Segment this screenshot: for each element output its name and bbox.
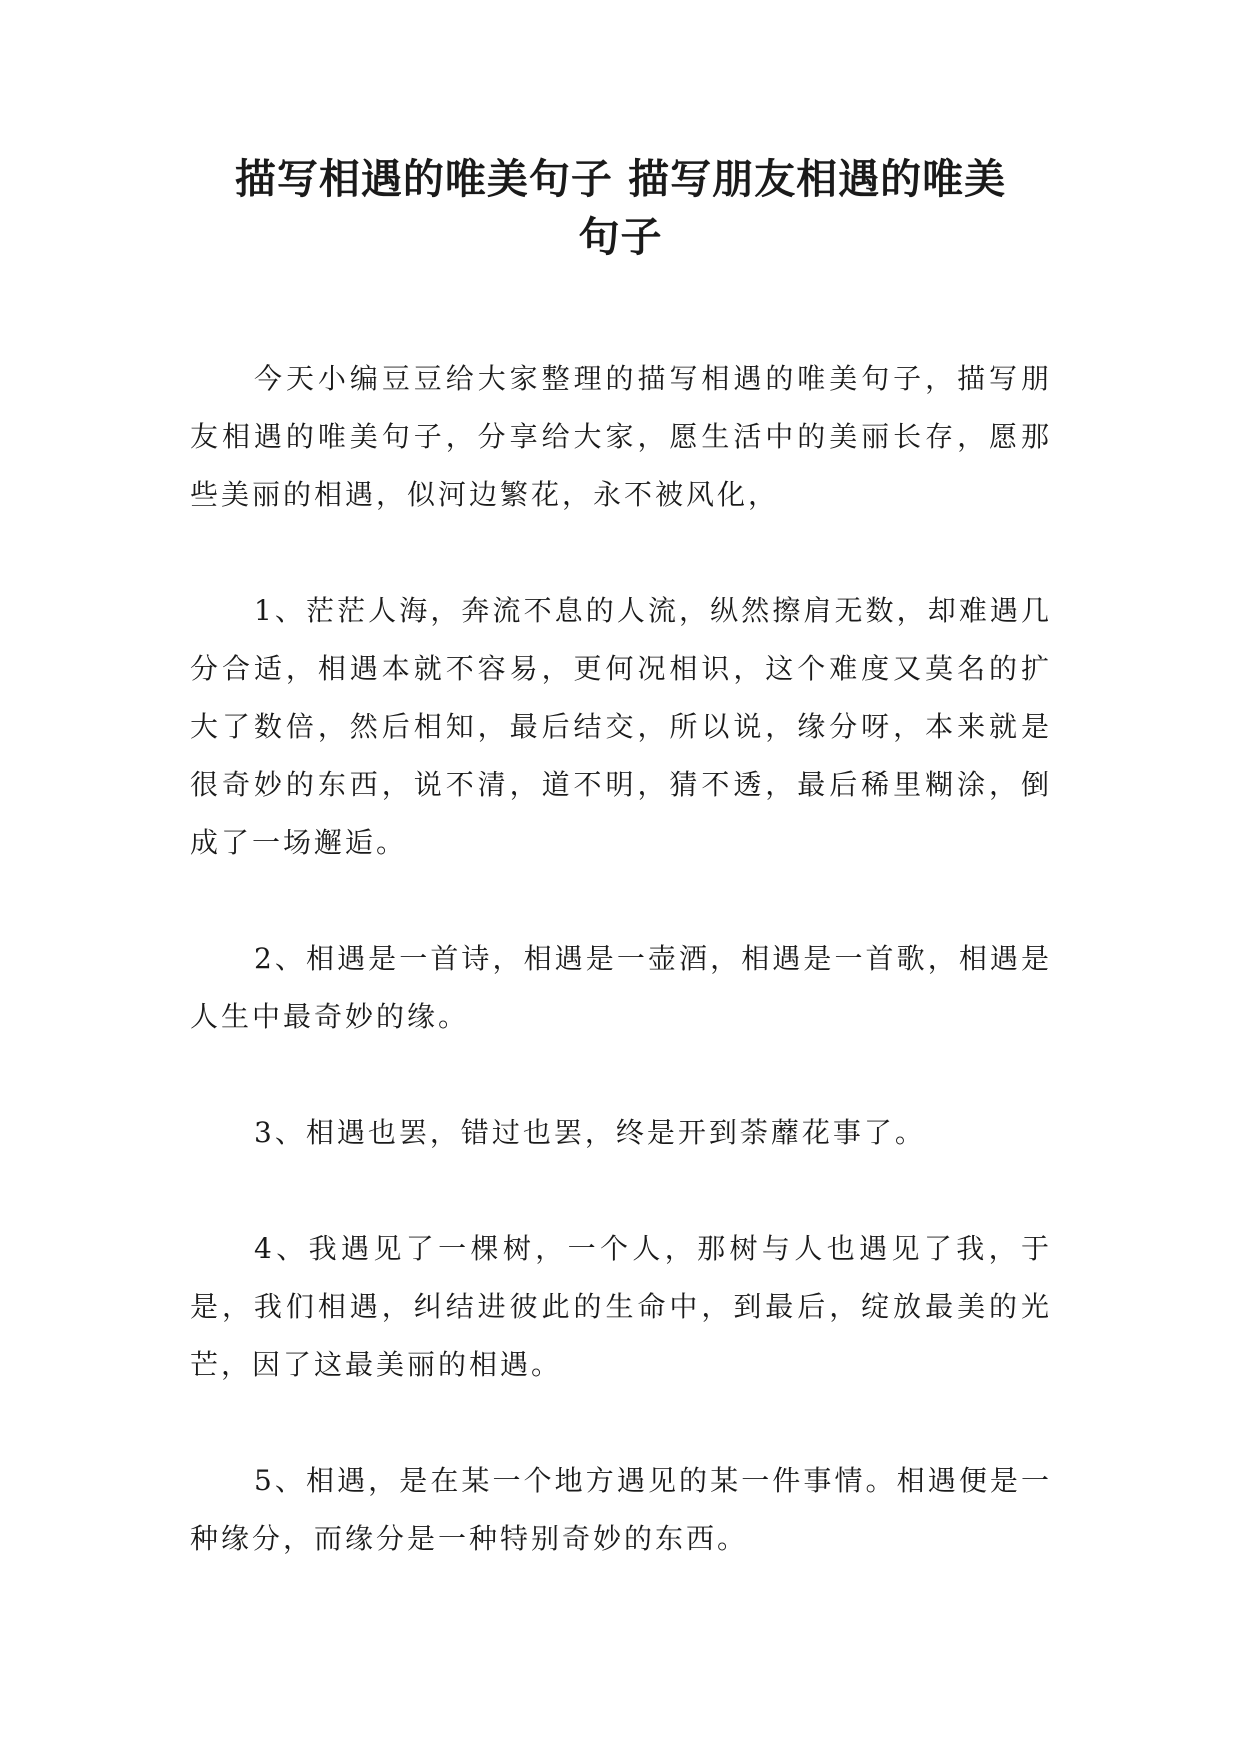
- intro-paragraph: 今天小编豆豆给大家整理的描写相遇的唯美句子，描写朋友相遇的唯美句子，分享给大家，愿生活中的美丽长存，愿那些美丽的相遇，似河边繁花，永不被风化，: [190, 362, 1052, 511]
- paragraph-5: 5、相遇，是在某一个地方遇见的某一件事情。相遇便是一种缘分，而缘分是一种特别奇妙的东西。: [190, 1464, 1052, 1555]
- page-title: [150, 150, 1091, 266]
- document-body: [190, 350, 1052, 1626]
- title-line-2: 句子: [578, 213, 663, 261]
- title-line-1: 描写相遇的唯美句子 描写朋友相遇的唯美: [234, 155, 1007, 203]
- paragraph-1: 1、茫茫人海，奔流不息的人流，纵然擦肩无数，却难遇几分合适，相遇本就不容易，更何况相识，这个难度又莫名的扩大了数倍，然后相知，最后结交，所以说，缘分呀，本来就是很奇妙的东西，说不清，道不明，猜不透，最后稀里糊涂，倒成了一场邂逅。: [190, 594, 1052, 859]
- paragraph-4: 4、我遇见了一棵树，一个人，那树与人也遇见了我，于是，我们相遇，纠结进彼此的生命中，到最后，绽放最美的光芒，因了这最美丽的相遇。: [190, 1232, 1052, 1381]
- paragraph-2: 2、相遇是一首诗，相遇是一壶酒，相遇是一首歌，相遇是人生中最奇妙的缘。: [190, 942, 1052, 1033]
- paragraph-3: 3、相遇也罢，错过也罢，终是开到荼蘼花事了。: [254, 1116, 926, 1149]
